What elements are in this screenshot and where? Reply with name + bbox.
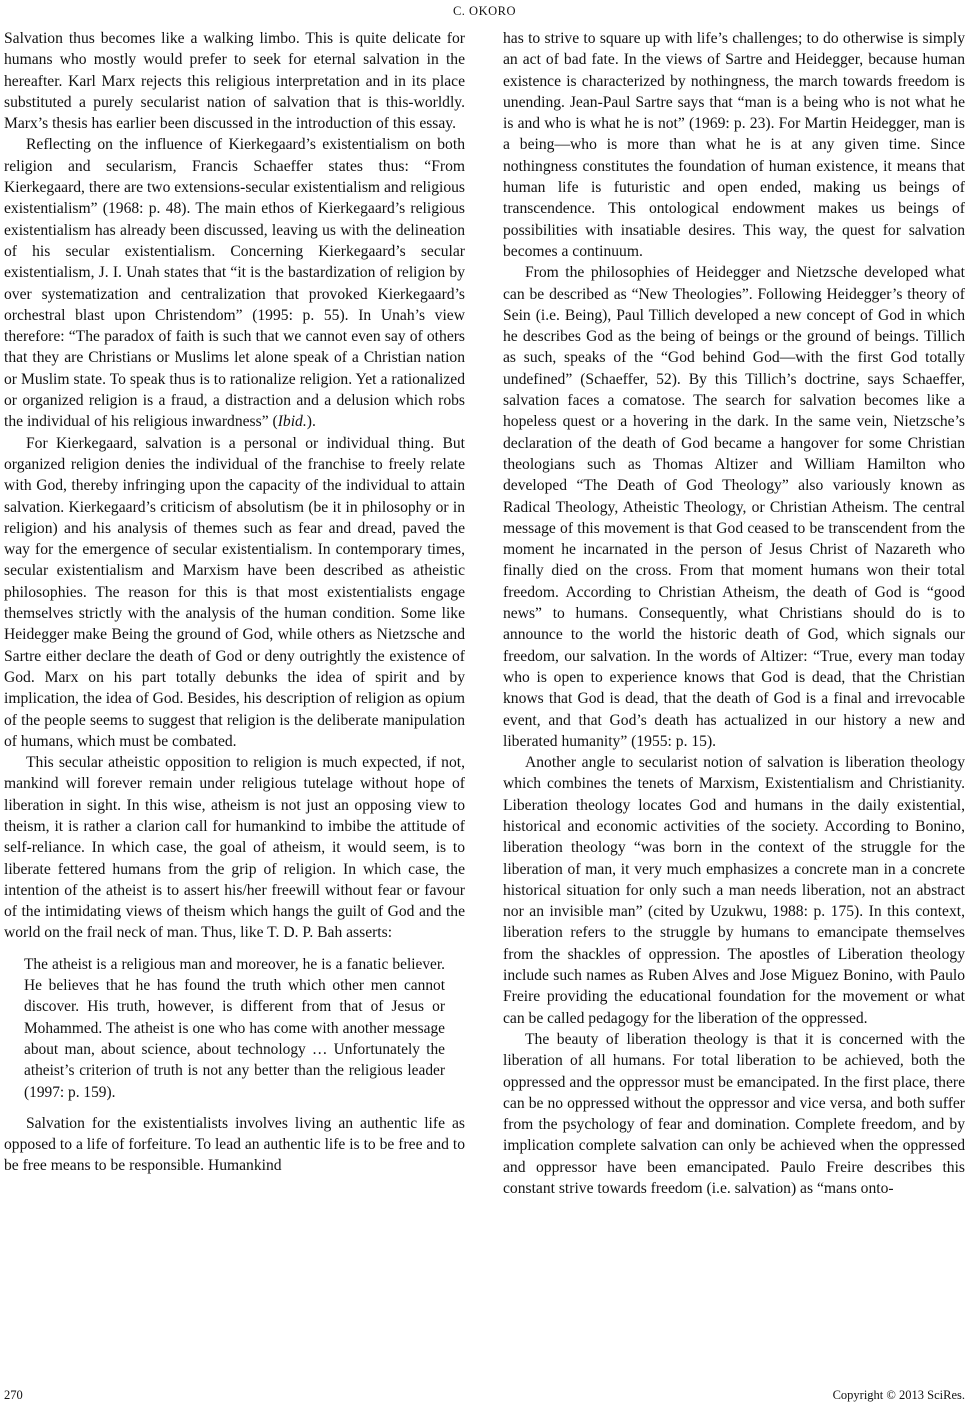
ibid-citation: Ibid.: [277, 413, 307, 431]
left-column: [4, 28, 465, 1177]
paragraph: For Kierkegaard, salvation is a personal or individual thing. But organized religion denies the individual of the franchise to freely relate with God, thereby infringing upon the capacity of the individual to attain salvation. Kierkegaard’s criticism of absolutism (be it in philosophy or in religion) and his analysis of themes such as fear and dread, paved the way for the emergence of secular existentialism. In contemporary times, secular existentialism and Marxism have been described as atheistic philosophies. The reason for this is that most existentialists engage themselves strictly with the analysis of the human condition. Some like Heidegger make Being the ground of God, while others as Nietzsche and Sartre either declare the death of God or deny outrightly the existence of God. Marx on his part totally debunks the idea of spirit and by implication, the idea of God. Besides, his description of religion as opium of the people seems to suggest that religion is the deliberate manipulation of humans, which must be combated.: [4, 434, 465, 750]
paragraph: The beauty of liberation theology is that it is concerned with the liberation of all humans. For total liberation to be achieved, both the oppressed and the oppressor must be emancipated. In the first place, there can be no oppressed without the oppressor and vice versa, and both suffer from the psychology of fear and domination. Complete freedom, and by implication complete salvation can only be achieved when the oppressed and oppressor have been emancipated. Paulo Freire describes this constant strive towards freedom (i.e. salvation) as “mans onto-: [503, 1030, 965, 1198]
paragraph: This secular atheistic opposition to religion is much expected, if not, mankind will forever remain under religious tutelage without hope of liberation in sight. In this wise, atheism is not just an opposing view to theism, it is rather a clarion call for humankind to imbibe the attitude of self-reliance. In which case, the goal of atheism, it would seem, is to liberate fettered humans from the grip of religion. In which case, the intention of the atheist is to assert his/her freewill without fear or favour of the intimidating views of theism which hangs the guilt of God and the world on the frail neck of man. Thus, like T. D. P. Bah asserts:: [4, 754, 465, 942]
running-head: C. OKORO: [452, 4, 517, 18]
right-column: [503, 28, 965, 1199]
paragraph: has to strive to square up with life’s challenges; to do otherwise is simply an act of bad fate. In the views of Sartre and Heidegger, because human existence is characterized by nothingness, the march towards freedom is unending. Jean-Paul Sartre says that “man is a being who is not what he is and who is what he is not” (1969: p. 23). For Martin Heidegger, man is a being—who is more than what he is at any given time. Since nothingness constitutes the foundation of human existence, it means that human life is futuristic and open ended, making us beings of transcendence. This ontological endowment makes us beings of possibilities with insatiable desires. This way, the quest for salvation becomes a continuum.: [503, 30, 965, 260]
paragraph: Salvation thus becomes like a walking limbo. This is quite delicate for humans who mostly would prefer to seek for eternal salvation in the hereafter. Karl Marx rejects this religious interpretation and in its place substituted a purely secularist nation of salvation that is this-worldly. Marx’s thesis has earlier been discussed in the introduction of this essay.: [4, 30, 465, 133]
paragraph: Salvation for the existentialists involves living an authentic life as opposed to a life of forfeiture. To lead an authentic life is to be free and to be free means to be responsible. Humankind: [4, 1114, 465, 1175]
copyright-notice: Copyright © 2013 SciRes.: [832, 1388, 965, 1402]
block-quote: The atheist is a religious man and moreover, he is a fanatic believer. He believes that he has found the truth which other men cannot discover. His truth, however, is different from that of Jesus or Mohammed. The atheist is one who has come with another message about man, about science, about technology … Unfortunately the atheist’s criterion of truth is not any better than the religious leader (1997: p. 159).: [24, 955, 445, 1101]
paragraph: From the philosophies of Heidegger and Nietzsche developed what can be described as “New Theologies”. Following Heidegger’s theory of Sein (i.e. Being), Paul Tillich developed a new concept of God in which he describes God as the being of beings or the ground of beings. Tillich as such, speaks of the “God behind God—with the first God totally undefined” (Schaeffer, 52). By this Tillich’s doctrine, says Schaeffer, salvation faces a comatose. The search for salvation becomes like a hopeless quest or a hovering in the dark. In the same vein, Nietzsche’s declaration of the death of God became a hangover for some Christian theologians such as Thomas Altizer and William Hamilton who developed “The Death of God Theology” also variously known as Radical Theology, Atheistic Theology, or Christian Atheism. The central message of this movement is that God ceased to be transcendent from the moment he incarnated in the person of Jesus Christ of Nazareth who finally died on the cross. From that moment humans won their total freedom. According to Christian Atheism, the death of God is “good news” to humans. Consequently, what Christians should do is to announce to the world the historic death of God, which signals our freedom, our salvation. In the words of Altizer: “True, every man today who is open to experience knows that God is dead, that the Christian knows that God is dead, that the death of God is a final and irrevocable event, and that God’s death has actualized in our history a new and liberated humanity” (1955: p. 15).: [503, 264, 965, 750]
page-number: 270: [4, 1388, 23, 1402]
paragraph-text: Reflecting on the influence of Kierkegaard’s existentialism on both religion and secularism, Francis Schaeffer states thus: “From Kierkegaard, there are two extensions-secular existentialism and religious existentialism” (1968: p. 48). The main ethos of Kierkegaard’s religious existentialism has already been discussed, leaving us with the delineation of his secular existentialism. Concerning Kierkegaard’s secular existentialism, J. I. Unah states that “it is the bastardization of religion by over systematization and centralization that provoked Kierkegaard’s orchestral blast upon Christendom” (1995: p. 55). In Unah’s view therefore: “The paradox of faith is such that we cannot even say of others that they are Christians or Muslims let alone speak of a Christian nation or Muslim state. To speak thus is to rationalize religion. Yet a rationalized or organized religion is a fraud, a distraction and a delusion which robs the individual of his religious inwardness” (: [4, 136, 465, 431]
paragraph: [4, 134, 465, 432]
paragraph-end: ).: [306, 413, 316, 431]
paragraph: Another angle to secularist notion of salvation is liberation theology which combines the tenets of Marxism, Existentialism and Christianity. Liberation theology locates God and humans in the daily existential, historical and economic activities of the society. According to Bonino, liberation theology “was born in the context of the struggle for the liberation of man, it very much emphasizes a concrete man in a concrete historical situation for only such a man needs liberation, not an abstract nor an invisible man” (cited by Uzukwu, 1988: p. 175). In this context, liberation refers to the struggle by humans to emancipate themselves from the shackles of oppression. The apostles of Liberation theology include such names as Ruben Alves and Jose Miguez Bonino, with Paulo Freire providing the educational foundation for the movement or what can be called pedagogy for the liberation of the oppressed.: [503, 754, 965, 1027]
